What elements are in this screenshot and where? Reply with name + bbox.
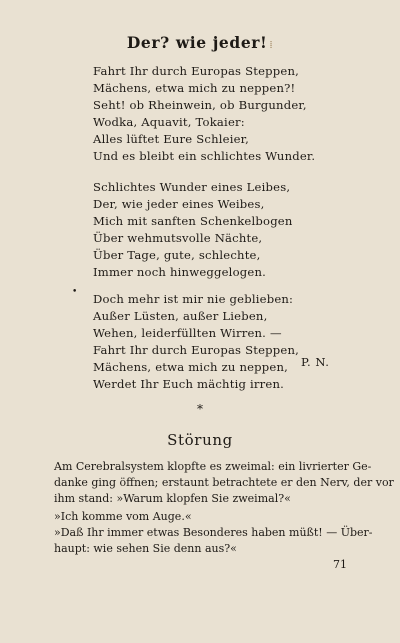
poem-line: Außer Lüsten, außer Lieben, (93, 309, 268, 323)
section-heading: Störung (167, 431, 233, 449)
poem-signature: P. N. (301, 355, 330, 369)
prose-line: »Ich komme vom Auge.« (54, 510, 192, 523)
poem-title (0, 33, 400, 52)
prose-line: ihm stand: »Warum klopfen Sie zweimal?« (54, 492, 291, 505)
poem-line: Werdet Ihr Euch mächtig irren. (93, 377, 284, 391)
poem-title-text: Der? wie jeder! (126, 33, 268, 52)
poem-line: Immer noch hinweggelogen. (93, 265, 267, 279)
poem-line: Und es bleibt ein schlichtes Wunder. (93, 149, 316, 163)
ink-speck: • (72, 287, 78, 297)
poem-line: Doch mehr ist mir nie geblieben: (93, 292, 294, 306)
poem-line: Fahrt Ihr durch Europas Steppen, (93, 64, 300, 78)
poem-line: Über Tage, gute, schlechte, (93, 248, 261, 262)
prose-line: Am Cerebralsystem klopfte es zweimal: ein livrierter Ge- (54, 460, 372, 473)
prose-line: danke ging öffnen; erstaunt betrachtete er den Nerv, der vor (54, 476, 394, 489)
poem-line: Alles lüftet Eure Schleier, (93, 132, 250, 146)
poem-line: Der, wie jeder eines Weibes, (93, 197, 265, 211)
poem-line: Mich mit sanften Schenkelbogen (93, 214, 293, 228)
poem-line: Schlichtes Wunder eines Leibes, (93, 180, 291, 194)
poem-line: Mächens, etwa mich zu neppen?! (93, 81, 296, 95)
poem-line: Wodka, Aquavit, Tokaier: (93, 115, 245, 129)
prose-line: haupt: wie sehen Sie denn aus?« (54, 542, 237, 555)
poem-line: Fahrt Ihr durch Europas Steppen, (93, 343, 300, 357)
poem-line: Über wehmutsvolle Nächte, (93, 231, 263, 245)
poem-line: Mächens, etwa mich zu neppen, (93, 360, 289, 374)
section-separator: * (197, 402, 203, 416)
prose-line: »Daß Ihr immer etwas Besonderes haben müßt! — Über- (54, 526, 373, 539)
title-margin-mark: ⁞ (269, 38, 274, 51)
page-number: 71 (333, 558, 347, 571)
poem-line: Wehen, leiderfüllten Wirren. — (93, 326, 282, 340)
poem-line: Seht! ob Rheinwein, ob Burgunder, (93, 98, 307, 112)
